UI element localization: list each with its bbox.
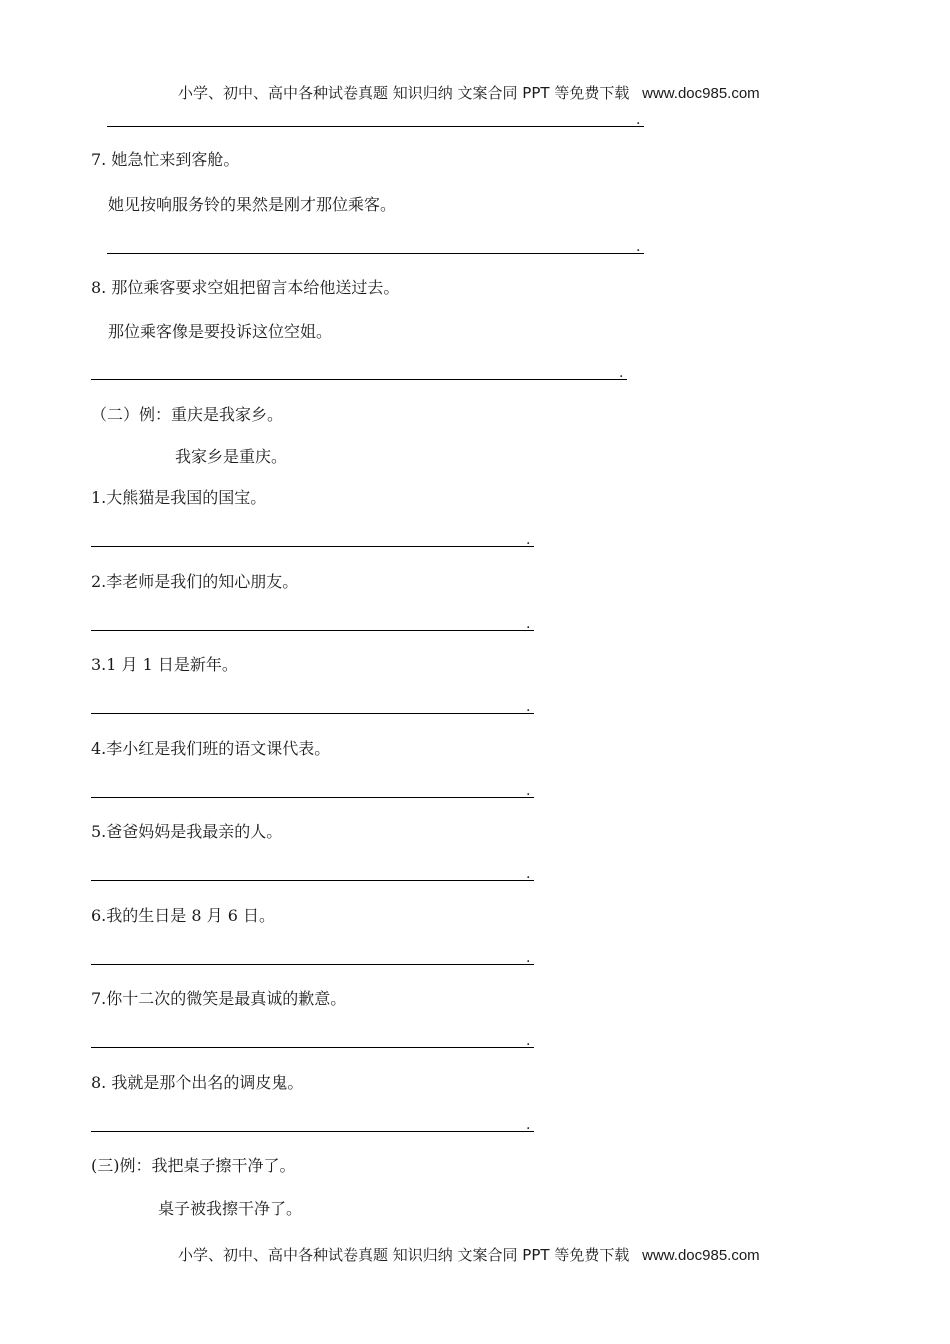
part2-answer-line-8 (91, 1131, 534, 1132)
answer-line-6-period: . (636, 112, 641, 128)
part2-answer-line-5-period: . (526, 866, 531, 882)
part2-answer-line-6 (91, 964, 534, 965)
part2-answer-line-3 (91, 713, 534, 714)
page-footer (178, 1245, 760, 1266)
header-text: 小学、初中、高中各种试卷真题 知识归纳 文案合同 PPT 等免费下载 (178, 84, 630, 102)
part2-answer-line-1 (91, 546, 534, 547)
part2-answer-line-2 (91, 630, 534, 631)
part2-answer-line-4 (91, 797, 534, 798)
answer-line-7 (107, 253, 644, 254)
part2-item-6: 6.我的生日是 8 月 6 日。 (91, 906, 275, 925)
part2-item-8: 8. 我就是那个出名的调皮鬼。 (91, 1073, 304, 1092)
part2-answer-line-5 (91, 880, 534, 881)
part2-answer-line-1-period: . (526, 532, 531, 548)
part2-answer-line-7-period: . (526, 1033, 531, 1049)
part2-answer-line-3-period: . (526, 699, 531, 715)
part2-example: 我家乡是重庆。 (175, 447, 288, 466)
part2-answer-line-7 (91, 1047, 534, 1048)
part2-item-3: 3.1 月 1 日是新年。 (91, 655, 238, 674)
answer-line-7-period: . (636, 239, 641, 255)
question-7-sentence: 她见按响服务铃的果然是刚才那位乘客。 (108, 195, 397, 214)
part2-title: （二）例：重庆是我家乡。 (91, 405, 284, 424)
answer-line-8 (91, 379, 627, 380)
question-8-sentence: 那位乘客像是要投诉这位空姐。 (108, 322, 333, 341)
part2-answer-line-8-period: . (526, 1117, 531, 1133)
footer-url: www.doc985.com (642, 1247, 760, 1264)
part2-answer-line-6-period: . (526, 950, 531, 966)
footer-text: 小学、初中、高中各种试卷真题 知识归纳 文案合同 PPT 等免费下载 (178, 1246, 630, 1264)
part3-example: 桌子被我擦干净了。 (158, 1199, 303, 1218)
header-url: www.doc985.com (642, 85, 760, 102)
answer-line-6 (107, 126, 644, 127)
part2-item-1: 1.大熊猫是我国的国宝。 (91, 488, 267, 507)
page-header (178, 83, 760, 104)
part2-item-5: 5.爸爸妈妈是我最亲的人。 (91, 822, 283, 841)
part2-answer-line-4-period: . (526, 783, 531, 799)
part2-item-4: 4.李小红是我们班的语文课代表。 (91, 739, 331, 758)
part2-answer-line-2-period: . (526, 616, 531, 632)
answer-line-8-period: . (619, 365, 624, 381)
question-8-prompt: 8. 那位乘客要求空姐把留言本给他送过去。 (91, 278, 400, 297)
part2-item-7: 7.你十二次的微笑是最真诚的歉意。 (91, 989, 347, 1008)
part3-title: (三)例：我把桌子擦干净了。 (91, 1156, 296, 1175)
part2-item-2: 2.李老师是我们的知心朋友。 (91, 572, 299, 591)
question-7-prompt: 7. 她急忙来到客舱。 (91, 150, 240, 169)
